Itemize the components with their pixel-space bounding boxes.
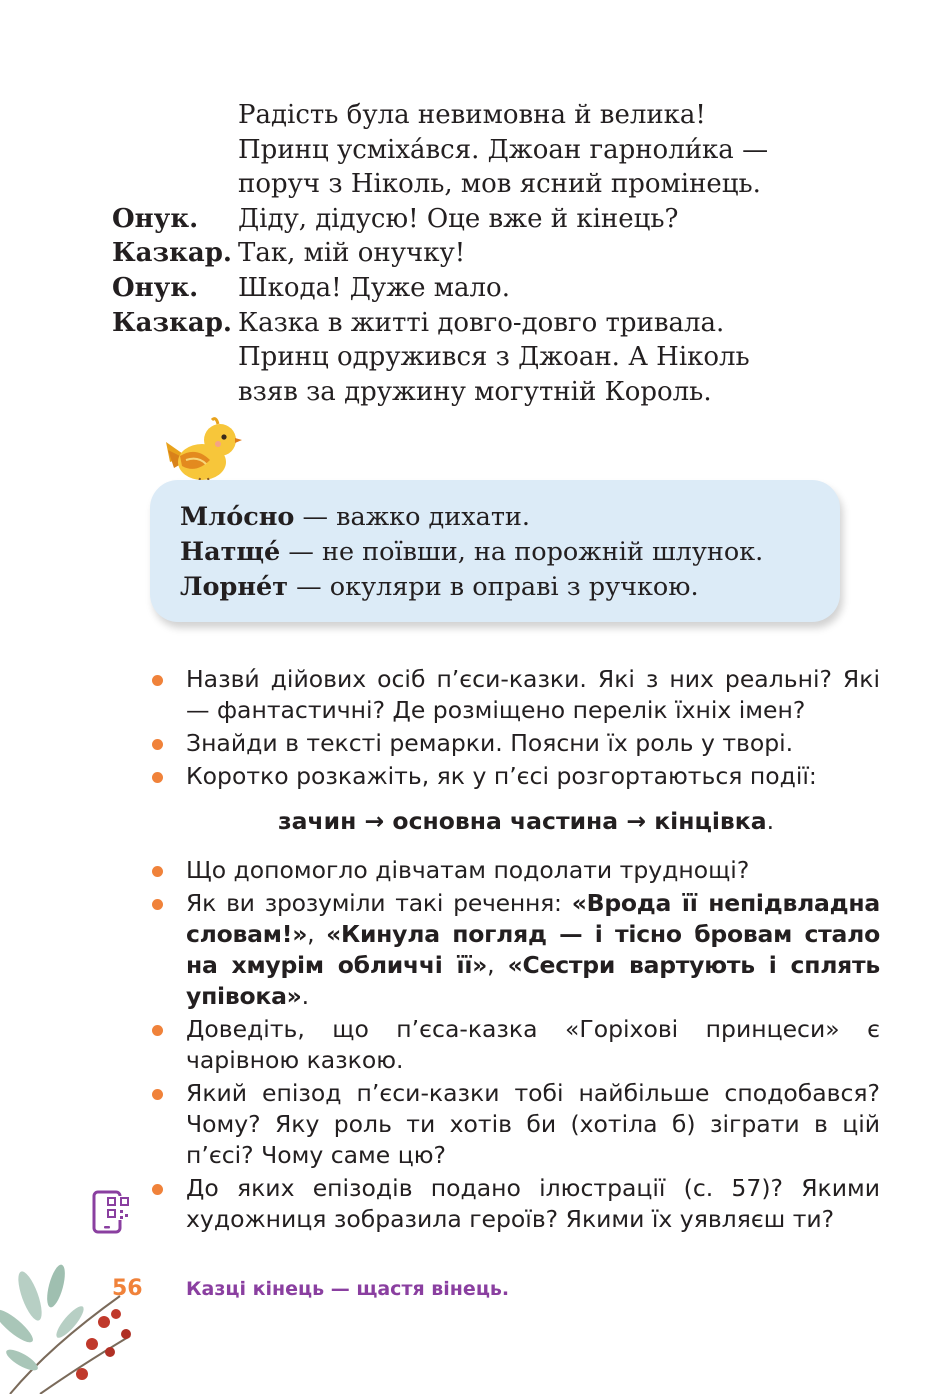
task-text: Що допомогло дівчатам подолати труднощі? — [186, 856, 750, 884]
task-item — [152, 855, 880, 886]
dialogue-line — [112, 98, 892, 133]
speaker: Онук. — [112, 203, 199, 234]
task-item — [152, 761, 880, 792]
speaker: Казкар. — [112, 307, 232, 338]
speaker — [112, 167, 238, 202]
bullet-icon — [152, 739, 163, 750]
bullet-icon — [152, 1184, 163, 1195]
plot-scheme — [152, 806, 880, 837]
task-text: Назви́ дійових осіб п’єси-казки. Які з них реальні? Які — фантастичні? Де розміщено перелік їхніх імен? — [186, 665, 880, 724]
glossary-definition: — окуляри в оправі з ручкою. — [288, 572, 699, 602]
quote: «Сестри вартують і сплять упівока» — [186, 951, 880, 1010]
page-number: 56 — [112, 1276, 143, 1301]
speech: Радість була невимовна й велика! — [238, 100, 706, 130]
scheme-end: . — [766, 807, 775, 835]
dialogue-line — [112, 202, 892, 237]
task-end: . — [301, 982, 309, 1010]
quote: «Кинула погляд — і тісно бровам стало на хмурім обличчі її» — [186, 920, 880, 979]
speech: Принц одружився з Джоан. А Ніколь — [238, 342, 750, 373]
speaker — [112, 133, 238, 168]
glossary-definition: — важко дихати. — [294, 502, 531, 532]
speaker: Онук. — [112, 272, 199, 303]
glossary-entry — [180, 535, 840, 570]
glossary-term: Натще́ — [180, 537, 281, 567]
speech: Казка в житті довго-довго тривала. — [238, 307, 725, 338]
dialogue-line — [112, 167, 892, 202]
dialogue-line — [112, 375, 892, 410]
speaker — [112, 340, 238, 375]
task-text: До яких епізодів подано ілюстрації (с. 57)? Якими художниця зобразила героїв? Якими їх уявляєш ти? — [186, 1174, 880, 1233]
dialogue-line — [112, 236, 892, 271]
speech: Так, мій онучку! — [238, 238, 466, 269]
speech: Принц усміха́вся. Джоан гарноли́ка — — [238, 134, 769, 165]
speech: взяв за дружину могутній Король. — [238, 376, 712, 407]
task-text: Який епізод п’єси-казки тобі найбільше сподобався? Чому? Яку роль ти хотів би (хотіла б) зіграти в цій п’єсі? Чому саме цю? — [186, 1079, 880, 1169]
arrow-icon: → — [356, 807, 393, 835]
scheme-part: основна частина — [392, 807, 619, 835]
footer-motto: Казці кінець — щастя вінець. — [186, 1278, 510, 1300]
speech: Шкода! Дуже мало. — [238, 272, 510, 303]
dialogue-line — [112, 340, 892, 375]
bullet-icon — [152, 1025, 163, 1036]
task-text — [186, 888, 880, 1012]
speech: поруч з Ніколь, мов ясний промінець. — [238, 169, 761, 200]
task-intro: Як ви зрозуміли такі речення: — [186, 889, 572, 917]
dialogue-line — [112, 271, 892, 306]
bullet-icon — [152, 899, 163, 910]
glossary-definition: — не поївши, на порожній шлунок. — [280, 537, 764, 567]
dialogue-block — [112, 98, 892, 409]
task-item — [152, 888, 880, 1012]
glossary-entry — [180, 570, 840, 605]
separator: , — [487, 951, 508, 979]
speaker — [112, 375, 238, 410]
bullet-icon — [152, 866, 163, 877]
dialogue-line — [112, 306, 892, 341]
bullet-icon — [152, 1089, 163, 1100]
glossary-box — [150, 480, 840, 622]
task-text: Коротко розкажіть, як у п’єсі розгортаються події: — [186, 762, 817, 790]
bullet-icon — [152, 772, 163, 783]
task-item — [152, 1173, 880, 1235]
arrow-icon: → — [618, 807, 655, 835]
glossary-term: Лорне́т — [180, 572, 289, 602]
dialogue-line — [112, 133, 892, 168]
scheme-part: кінцівка — [654, 807, 767, 835]
task-item — [152, 1078, 880, 1171]
task-item — [152, 1014, 880, 1076]
qr-code-icon[interactable] — [92, 1190, 134, 1234]
glossary-term: Мло́сно — [180, 502, 295, 532]
bullet-icon — [152, 675, 163, 686]
task-list — [152, 664, 880, 1237]
glossary-entry — [180, 500, 840, 535]
speaker: Казкар. — [112, 238, 232, 269]
task-item — [152, 664, 880, 726]
scheme-part: зачин — [278, 807, 357, 835]
speaker — [112, 98, 238, 133]
task-item — [152, 728, 880, 759]
separator: , — [307, 920, 327, 948]
speech: Діду, дідусю! Оце вже й кінець? — [238, 203, 679, 234]
task-text: Знайди в тексті ремарки. Поясни їх роль у творі. — [186, 729, 794, 757]
quote: «Врода її непідвладна словам!» — [186, 889, 880, 948]
task-text: Доведіть, що п’єса-казка «Горіхові принцеси» є чарівною казкою. — [186, 1015, 880, 1074]
